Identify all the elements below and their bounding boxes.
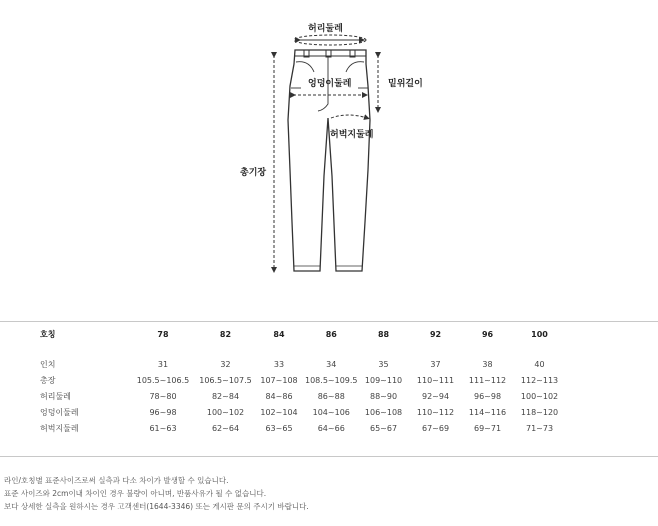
table-row <box>0 420 658 436</box>
table-row <box>0 356 658 372</box>
table-cell: 110~111 <box>416 375 455 385</box>
table-cell: 108.5~109.5 <box>305 375 358 385</box>
row-label: 인치 <box>40 359 56 369</box>
table-cell: 92~94 <box>421 391 450 401</box>
size-col-header: 84 <box>273 330 285 339</box>
table-cell: 78~80 <box>149 391 177 401</box>
table-cell: 64~66 <box>317 423 345 433</box>
table-cell: 62~64 <box>211 423 240 433</box>
label-hip: 엉덩이둘레 <box>308 79 352 89</box>
size-col-header: 86 <box>325 330 337 339</box>
size-notes <box>4 474 654 513</box>
table-cell: 111~112 <box>468 375 507 385</box>
table-cell: 69~71 <box>473 423 502 433</box>
table-cell: 109~110 <box>364 375 403 385</box>
table-cell: 86~88 <box>317 391 345 401</box>
table-cell: 84~86 <box>265 391 293 401</box>
note-line: 보다 상세한 실측을 원하시는 경우 고객센터(1644-3346) 또는 게시판 문의 주시기 바랍니다. <box>4 502 309 511</box>
size-col-header: 82 <box>219 330 232 339</box>
row-label: 허벅지둘레 <box>40 423 79 433</box>
table-cell: 40 <box>534 359 545 369</box>
label-length: 총기장 <box>240 168 267 178</box>
size-col-header: 100 <box>531 330 548 339</box>
table-cell: 33 <box>273 359 285 369</box>
table-row <box>0 372 658 388</box>
table-cell: 102~104 <box>260 407 298 417</box>
label-thigh: 허벅지둘레 <box>330 130 374 140</box>
table-cell: 118~120 <box>520 407 559 417</box>
table-row <box>0 388 658 404</box>
row-label: 총장 <box>40 375 56 385</box>
table-bottom-rule <box>0 456 658 457</box>
table-cell: 67~69 <box>421 423 450 433</box>
table-cell: 114~116 <box>468 407 507 417</box>
table-cell: 35 <box>378 359 389 369</box>
label-waist: 허리둘레 <box>308 24 343 34</box>
row-label: 허리둘레 <box>40 391 71 401</box>
table-cell: 82~84 <box>211 391 240 401</box>
table-cell: 110~112 <box>416 407 455 417</box>
table-cell: 65~67 <box>369 423 398 433</box>
size-col-header: 92 <box>429 330 442 339</box>
table-cell: 34 <box>326 359 337 369</box>
note-line: 표준 사이즈와 2cm이내 차이인 경우 불량이 아니며, 반품사유가 될 수 없습니다. <box>4 489 267 498</box>
table-cell: 105.5~106.5 <box>136 375 190 385</box>
table-cell: 100~102 <box>520 391 559 401</box>
table-cell: 106.5~107.5 <box>199 375 252 385</box>
table-cell: 112~113 <box>520 375 559 385</box>
size-table <box>0 321 658 436</box>
size-col-header: 96 <box>481 330 494 339</box>
table-row <box>0 404 658 420</box>
table-cell: 96~98 <box>149 407 177 417</box>
table-cell: 38 <box>482 359 493 369</box>
table-cell: 32 <box>220 359 231 369</box>
waist-measure <box>294 35 366 45</box>
table-cell: 96~98 <box>473 391 502 401</box>
row-label: 엉덩이둘레 <box>40 407 79 417</box>
note-line: 라인/호칭별 표준사이즈로써 실측과 다소 차이가 발생할 수 있습니다. <box>4 476 229 485</box>
table-cell: 71~73 <box>525 423 554 433</box>
size-col-header: 88 <box>377 330 390 339</box>
size-header-row <box>0 321 658 348</box>
table-cell: 63~65 <box>265 423 293 433</box>
table-cell: 107~108 <box>260 375 298 385</box>
size-col-header: 78 <box>157 330 169 339</box>
table-cell: 61~63 <box>149 423 177 433</box>
table-cell: 104~106 <box>312 407 350 417</box>
table-cell: 31 <box>157 359 169 369</box>
table-cell: 37 <box>430 359 441 369</box>
table-cell: 100~102 <box>206 407 245 417</box>
table-cell: 88~90 <box>369 391 398 401</box>
header-label: 호칭 <box>40 330 56 339</box>
table-cell: 106~108 <box>364 407 403 417</box>
label-rise: 밑위길이 <box>388 79 423 89</box>
